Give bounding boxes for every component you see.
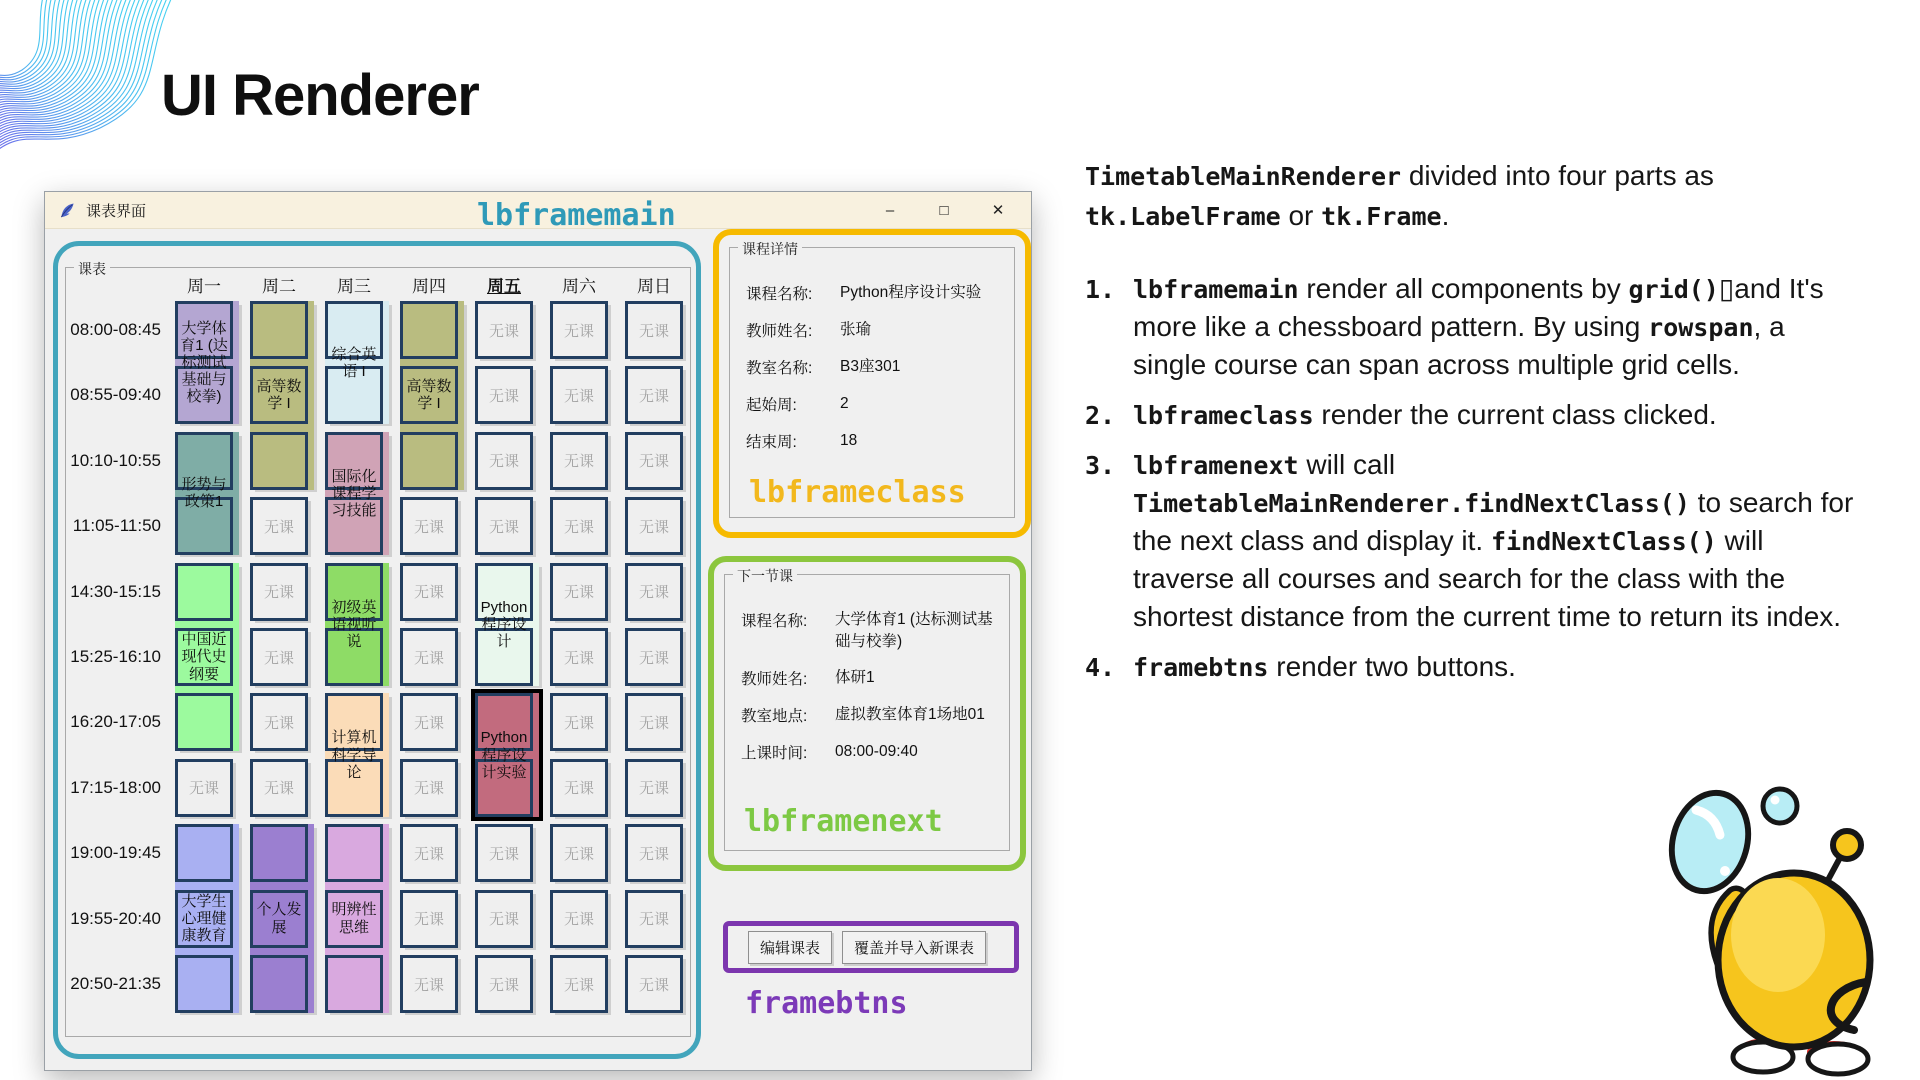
course-cell[interactable] bbox=[325, 301, 389, 424]
empty-cell[interactable] bbox=[550, 955, 608, 1013]
time-label: 17:15-18:00 bbox=[70, 777, 161, 797]
course-cell[interactable] bbox=[325, 563, 389, 686]
code-token: findNextClass() bbox=[1490, 526, 1717, 556]
close-button[interactable]: ✕ bbox=[991, 202, 1005, 219]
timetable-frame-label: 课表 bbox=[74, 259, 110, 279]
empty-cell-label: 无课 bbox=[188, 780, 219, 798]
empty-cell[interactable] bbox=[550, 628, 608, 686]
empty-cell[interactable] bbox=[400, 563, 458, 621]
detail-label: 教室名称: bbox=[746, 360, 813, 377]
empty-cell[interactable] bbox=[550, 693, 608, 751]
detail-label: 起始周: bbox=[746, 397, 797, 414]
window-controls bbox=[863, 192, 1025, 228]
empty-cell[interactable] bbox=[550, 759, 608, 817]
day-header: 周六 bbox=[562, 277, 596, 296]
empty-cell[interactable] bbox=[250, 563, 308, 621]
detail-value: B3座301 bbox=[840, 358, 901, 375]
empty-cell-label: 无课 bbox=[563, 518, 594, 536]
course-cell[interactable] bbox=[175, 432, 239, 555]
empty-cell[interactable] bbox=[625, 497, 683, 555]
explanation-item bbox=[1085, 396, 1860, 434]
detail-value: 2 bbox=[840, 395, 849, 412]
empty-cell[interactable] bbox=[625, 628, 683, 686]
empty-cell-label: 无课 bbox=[638, 518, 669, 536]
empty-cell-label: 无课 bbox=[413, 976, 444, 994]
explanation-item bbox=[1085, 446, 1860, 636]
import-timetable-button[interactable]: 覆盖并导入新课表 bbox=[842, 931, 986, 964]
course-cell[interactable] bbox=[475, 563, 539, 686]
course-cell-label: Python程序设计实验 bbox=[480, 729, 528, 781]
mascot-illustration bbox=[1668, 768, 1898, 1078]
empty-cell[interactable] bbox=[400, 955, 458, 1013]
empty-cell[interactable] bbox=[475, 890, 533, 948]
annotation-lbframeclass: lbframeclass bbox=[749, 475, 966, 510]
empty-cell[interactable] bbox=[550, 366, 608, 424]
empty-cell-label: 无课 bbox=[488, 453, 519, 471]
item-text: framebtns render two buttons. bbox=[1133, 651, 1516, 683]
detail-row bbox=[746, 282, 1006, 304]
empty-cell-label: 无课 bbox=[563, 911, 594, 929]
empty-cell[interactable] bbox=[400, 497, 458, 555]
empty-cell[interactable] bbox=[475, 824, 533, 882]
time-label: 15:25-16:10 bbox=[70, 647, 161, 666]
item-text: lbframemain render all components by grid()▯and It's more like a chessboard pattern. By using rowspan, a single course can span across multiple grid cells. bbox=[1133, 272, 1824, 380]
time-label: 16:20-17:05 bbox=[70, 712, 161, 732]
empty-cell[interactable] bbox=[625, 301, 683, 359]
detail-label: 课程名称: bbox=[746, 286, 813, 303]
empty-cell-label: 无课 bbox=[563, 845, 594, 863]
lbframeclass-panel bbox=[713, 229, 1031, 538]
empty-cell[interactable] bbox=[400, 824, 458, 882]
day-header: 周二 bbox=[262, 277, 296, 296]
course-cell-label: 中国近现代史纲要 bbox=[181, 631, 227, 683]
code-token: TimetableMainRenderer.findNextClass() bbox=[1133, 488, 1690, 518]
detail-row bbox=[741, 609, 1001, 652]
item-number: 1. bbox=[1085, 274, 1116, 304]
class-details-rows bbox=[746, 282, 1006, 467]
empty-cell-label: 无课 bbox=[563, 322, 594, 340]
empty-cell-label: 无课 bbox=[638, 584, 669, 602]
course-cell[interactable] bbox=[325, 432, 389, 555]
course-cell-label: 大学体育1 (达标测试基础与校拳) bbox=[180, 319, 228, 406]
detail-value: 张瑜 bbox=[840, 321, 872, 338]
empty-cell[interactable] bbox=[625, 563, 683, 621]
minimize-button[interactable]: – bbox=[885, 201, 895, 219]
day-header: 周四 bbox=[412, 277, 446, 296]
item-text: lbframeclass render the current class clicked. bbox=[1133, 398, 1717, 430]
empty-cell[interactable] bbox=[250, 759, 308, 817]
next-class-rows bbox=[741, 609, 1001, 778]
detail-label: 结束周: bbox=[746, 434, 797, 451]
explanation-item bbox=[1085, 270, 1860, 384]
item-number: 4. bbox=[1085, 653, 1116, 683]
detail-label: 教师姓名: bbox=[741, 671, 808, 689]
time-label: 14:30-15:15 bbox=[70, 581, 161, 601]
empty-cell[interactable] bbox=[550, 563, 608, 621]
detail-value: 18 bbox=[840, 432, 858, 449]
course-cell-label: 综合英语 I bbox=[331, 345, 377, 380]
day-header: 周一 bbox=[187, 277, 221, 296]
framebtns-frame bbox=[723, 921, 1019, 973]
tkinter-feather-icon bbox=[58, 201, 77, 220]
empty-cell-label: 无课 bbox=[563, 714, 594, 732]
empty-cell-label: 无课 bbox=[563, 976, 594, 994]
course-cell[interactable] bbox=[175, 563, 239, 752]
timetable-window bbox=[44, 191, 1032, 1071]
detail-row bbox=[746, 393, 1006, 415]
course-cell-label: Python程序设计 bbox=[480, 598, 528, 650]
empty-cell[interactable] bbox=[400, 890, 458, 948]
next-class-frame-label: 下一节课 bbox=[733, 566, 797, 586]
empty-cell-label: 无课 bbox=[488, 322, 519, 340]
empty-cell-label: 无课 bbox=[413, 584, 444, 602]
empty-cell[interactable] bbox=[625, 890, 683, 948]
day-header: 周五 bbox=[487, 277, 521, 296]
empty-cell[interactable] bbox=[475, 955, 533, 1013]
empty-cell[interactable] bbox=[625, 824, 683, 882]
course-cell-label: 国际化课程学习技能 bbox=[331, 467, 377, 520]
empty-cell-label: 无课 bbox=[563, 453, 594, 471]
empty-cell-label: 无课 bbox=[413, 780, 444, 798]
empty-cell-label: 无课 bbox=[488, 518, 519, 536]
empty-cell[interactable] bbox=[175, 759, 233, 817]
empty-cell-label: 无课 bbox=[488, 845, 519, 863]
detail-value: Python程序设计实验 bbox=[840, 284, 982, 301]
code-token: rowspan bbox=[1648, 312, 1754, 342]
course-cell-label: 形势与政策1 bbox=[181, 476, 227, 511]
code-token: framebtns bbox=[1133, 653, 1269, 683]
empty-cell[interactable] bbox=[550, 432, 608, 490]
empty-cell[interactable] bbox=[475, 432, 533, 490]
detail-value: 08:00-09:40 bbox=[835, 743, 918, 761]
empty-cell-label: 无课 bbox=[638, 976, 669, 994]
course-cell-label: 个人发展 bbox=[256, 901, 302, 936]
time-label: 11:05-11:50 bbox=[72, 516, 161, 536]
class-details-frame-label: 课程详情 bbox=[738, 239, 802, 259]
time-label: 10:10-10:55 bbox=[70, 450, 161, 470]
course-cell-label: 大学生心理健康教育 bbox=[181, 892, 227, 945]
code-token: lbframenext bbox=[1133, 450, 1299, 480]
empty-cell-label: 无课 bbox=[638, 649, 669, 667]
time-label: 19:55-20:40 bbox=[70, 908, 161, 928]
empty-cell-label: 无课 bbox=[638, 780, 669, 798]
course-cell-label: 高等数学 I bbox=[256, 378, 302, 413]
detail-value: 体研1 bbox=[835, 669, 875, 687]
empty-cell[interactable] bbox=[250, 693, 308, 751]
detail-row bbox=[741, 667, 1001, 689]
empty-cell-label: 无课 bbox=[263, 780, 294, 798]
empty-cell-label: 无课 bbox=[638, 911, 669, 929]
empty-cell-label: 无课 bbox=[563, 649, 594, 667]
course-cell-label: 计算机科学导论 bbox=[331, 729, 377, 781]
empty-cell-label: 无课 bbox=[638, 845, 669, 863]
empty-cell[interactable] bbox=[550, 890, 608, 948]
code-token: lbframeclass bbox=[1133, 400, 1314, 430]
empty-cell[interactable] bbox=[475, 497, 533, 555]
code-token: grid() bbox=[1628, 274, 1719, 304]
course-cell[interactable] bbox=[400, 301, 464, 490]
empty-cell[interactable] bbox=[250, 497, 308, 555]
empty-cell-label: 无课 bbox=[563, 780, 594, 798]
empty-cell[interactable] bbox=[625, 432, 683, 490]
explanation-block bbox=[1085, 156, 1860, 698]
detail-row bbox=[746, 356, 1006, 378]
empty-cell-label: 无课 bbox=[488, 387, 519, 405]
annotation-lbframemain: lbframemain bbox=[477, 198, 676, 233]
time-label: 08:00-08:45 bbox=[70, 320, 161, 339]
empty-cell-label: 无课 bbox=[563, 584, 594, 602]
course-cell[interactable] bbox=[175, 824, 239, 1013]
annotation-lbframenext: lbframenext bbox=[744, 804, 943, 839]
detail-label: 教师姓名: bbox=[746, 323, 813, 340]
lbframenext-panel bbox=[708, 556, 1026, 871]
detail-row bbox=[746, 319, 1006, 341]
empty-cell-label: 无课 bbox=[413, 714, 444, 732]
empty-cell[interactable] bbox=[400, 628, 458, 686]
empty-cell[interactable] bbox=[625, 366, 683, 424]
explanation-list bbox=[1085, 270, 1860, 687]
empty-cell-label: 无课 bbox=[263, 518, 294, 536]
course-cell-label: 初级英语视听说 bbox=[331, 598, 377, 650]
empty-cell[interactable] bbox=[550, 824, 608, 882]
empty-cell[interactable] bbox=[625, 693, 683, 751]
course-cell[interactable] bbox=[325, 824, 389, 1013]
window-title: 课表界面 bbox=[86, 202, 147, 220]
course-cell-label: 明辨性思维 bbox=[331, 901, 377, 936]
time-label: 19:00-19:45 bbox=[70, 843, 161, 863]
detail-value: 大学体育1 (达标测试基础与校拳) bbox=[835, 611, 993, 650]
item-text: lbframenext will call TimetableMainRenderer.findNextClass() to search for the next class and display it. findNextClass() will traverse all courses and search for the class with the shortest distance from the current time to return its index. bbox=[1133, 448, 1854, 633]
detail-label: 教室地点: bbox=[741, 708, 808, 726]
course-cell[interactable] bbox=[250, 301, 314, 490]
empty-cell-label: 无课 bbox=[638, 453, 669, 471]
empty-cell-label: 无课 bbox=[263, 714, 294, 732]
code-token: tk.LabelFrame bbox=[1085, 201, 1281, 231]
empty-cell[interactable] bbox=[400, 759, 458, 817]
code-token: lbframemain bbox=[1133, 274, 1299, 304]
empty-cell-label: 无课 bbox=[413, 845, 444, 863]
page-title: UI Renderer bbox=[161, 63, 479, 128]
explanation-item bbox=[1085, 648, 1860, 686]
time-label: 20:50-21:35 bbox=[70, 974, 161, 993]
time-label: 08:55-09:40 bbox=[70, 385, 161, 405]
detail-label: 上课时间: bbox=[741, 745, 808, 763]
course-cell-label: 高等数学 I bbox=[406, 378, 452, 413]
edit-timetable-button[interactable]: 编辑课表 bbox=[748, 931, 832, 964]
detail-label: 课程名称: bbox=[741, 613, 808, 630]
empty-cell-label: 无课 bbox=[638, 387, 669, 405]
code-token: tk.Frame bbox=[1321, 201, 1442, 231]
course-cell[interactable] bbox=[175, 301, 239, 424]
empty-cell[interactable] bbox=[250, 628, 308, 686]
course-cell[interactable] bbox=[250, 824, 314, 1013]
detail-row bbox=[746, 430, 1006, 452]
empty-cell-label: 无课 bbox=[263, 584, 294, 602]
detail-row bbox=[741, 741, 1001, 763]
maximize-button[interactable]: □ bbox=[939, 201, 949, 219]
empty-cell-label: 无课 bbox=[488, 976, 519, 994]
empty-cell-label: 无课 bbox=[413, 518, 444, 536]
empty-cell-label: 无课 bbox=[263, 649, 294, 667]
item-number: 3. bbox=[1085, 450, 1116, 480]
explanation-intro: TimetableMainRenderer divided into four parts as tk.LabelFrame or tk.Frame. bbox=[1085, 160, 1714, 231]
empty-cell[interactable] bbox=[625, 759, 683, 817]
annotation-framebtns: framebtns bbox=[745, 986, 908, 1021]
detail-value: 虚拟教室体育1场地01 bbox=[835, 706, 985, 724]
empty-cell-label: 无课 bbox=[488, 911, 519, 929]
empty-cell-label: 无课 bbox=[638, 714, 669, 732]
empty-cell[interactable] bbox=[475, 301, 533, 359]
empty-cell-label: 无课 bbox=[638, 322, 669, 340]
empty-cell[interactable] bbox=[475, 366, 533, 424]
empty-cell-label: 无课 bbox=[413, 649, 444, 667]
item-number: 2. bbox=[1085, 400, 1116, 430]
empty-cell[interactable] bbox=[550, 497, 608, 555]
empty-cell[interactable] bbox=[550, 301, 608, 359]
code-token: TimetableMainRenderer bbox=[1085, 162, 1402, 191]
detail-row bbox=[741, 704, 1001, 726]
course-cell[interactable] bbox=[475, 693, 539, 816]
empty-cell[interactable] bbox=[400, 693, 458, 751]
empty-cell-label: 无课 bbox=[413, 911, 444, 929]
course-cell[interactable] bbox=[325, 693, 389, 816]
empty-cell[interactable] bbox=[625, 955, 683, 1013]
day-header: 周三 bbox=[337, 277, 371, 296]
day-header: 周日 bbox=[637, 277, 671, 296]
empty-cell-label: 无课 bbox=[563, 387, 594, 405]
